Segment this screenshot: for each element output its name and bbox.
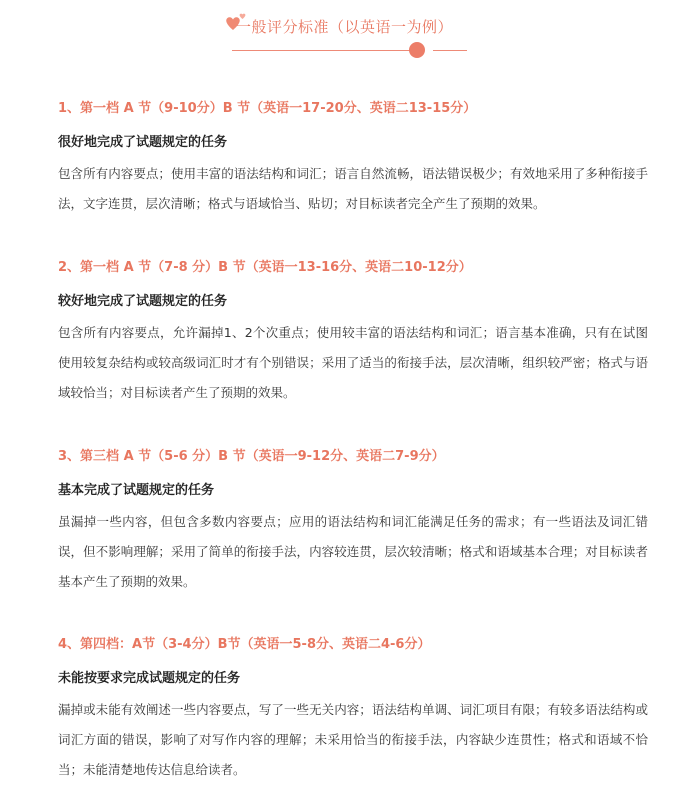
title-underline-left — [232, 50, 410, 51]
grade-section-2 — [58, 258, 648, 408]
section-body: 虽漏掉一些内容，但包含多数内容要点；应用的语法结构和词汇能满足任务的需求；有一些语法及词汇错误，但不影响理解；采用了简单的衔接手法，内容较连贯，层次较清晰；格式和语域基本合理；对目标读者基本产生了预期的效果。 — [58, 514, 648, 589]
section-subtitle: 较好地完成了试题规定的任务 — [58, 294, 228, 309]
grade-section-1 — [58, 99, 648, 219]
page-title: 一般评分标准（以英语一为例） — [236, 18, 454, 36]
section-body: 包含所有内容要点，允许漏掉1、2个次重点；使用较丰富的语法结构和词汇；语言基本准确，只有在试图使用较复杂结构或较高级词汇时才有个别错误；采用了适当的衔接手法，层次清晰，组织较严密；格式与语域较恰当；对目标读者产生了预期的效果。 — [58, 325, 648, 400]
title-underline-dot — [409, 42, 425, 58]
section-body: 包含所有内容要点；使用丰富的语法结构和词汇；语言自然流畅，语法错误极少；有效地采用了多种衔接手法，文字连贯，层次清晰；格式与语域恰当、贴切；对目标读者完全产生了预期的效果。 — [58, 166, 648, 211]
section-title: 4、第四档：A节（3-4分）B节（英语一5-8分、英语二4-6分） — [58, 637, 431, 652]
grade-section-3 — [58, 447, 648, 597]
section-title: 1、第一档 A 节（9-10分）B 节（英语一17-20分、英语二13-15分） — [58, 101, 477, 116]
header — [0, 0, 675, 60]
section-title: 2、第一档 A 节（7-8 分）B 节（英语一13-16分、英语二10-12分） — [58, 260, 472, 275]
section-title: 3、第三档 A 节（5-6 分）B 节（英语一9-12分、英语二7-9分） — [58, 449, 445, 464]
section-subtitle: 未能按要求完成试题规定的任务 — [58, 671, 241, 686]
section-subtitle: 基本完成了试题规定的任务 — [58, 483, 215, 498]
title-underline-right — [433, 50, 467, 51]
section-subtitle: 很好地完成了试题规定的任务 — [58, 135, 228, 150]
grade-section-4 — [58, 635, 648, 785]
section-body: 漏掉或未能有效阐述一些内容要点，写了一些无关内容；语法结构单调、词汇项目有限；有较多语法结构或词汇方面的错误，影响了对写作内容的理解；未采用恰当的衔接手法，内容缺少连贯性；格式和语域不恰当；未能清楚地传达信息给读者。 — [58, 702, 648, 777]
